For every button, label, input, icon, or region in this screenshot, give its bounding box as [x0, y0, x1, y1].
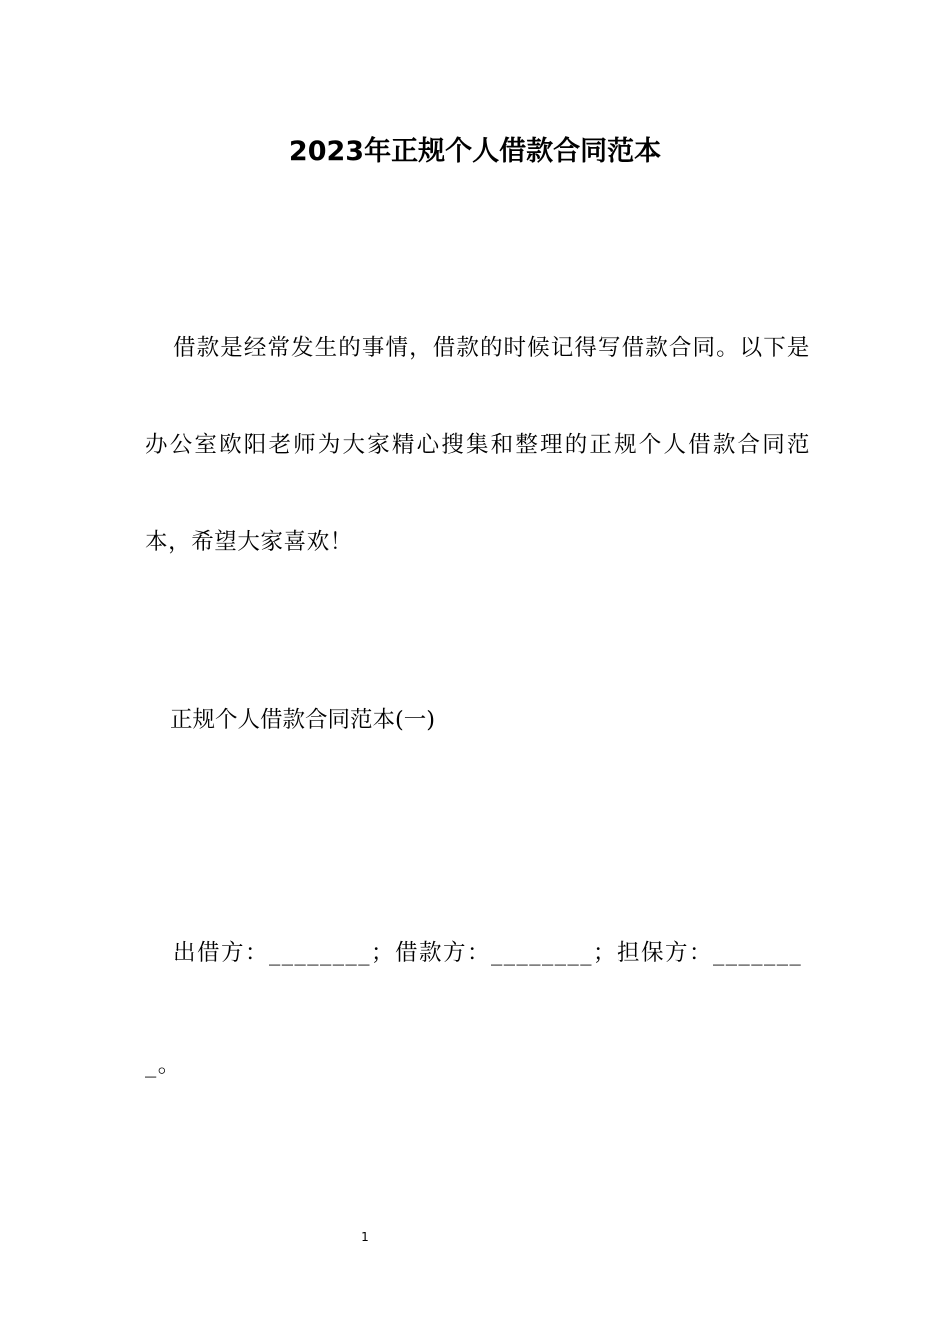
section-heading: 正规个人借款合同范本(一) — [170, 707, 436, 733]
document-title: 2023年正规个人借款合同范本 — [288, 136, 662, 167]
intro-paragraph: 借款是经常发生的事情，借款的时候记得写借款合同。以下是办公室欧阳老师为大家精心搜集和整理的正规个人借款合同范本，希望大家喜欢！ — [145, 335, 810, 555]
parties-paragraph: 出借方：________；借款方：________；担保方：________。 — [145, 940, 803, 1078]
page-number: 1 — [361, 1230, 369, 1244]
